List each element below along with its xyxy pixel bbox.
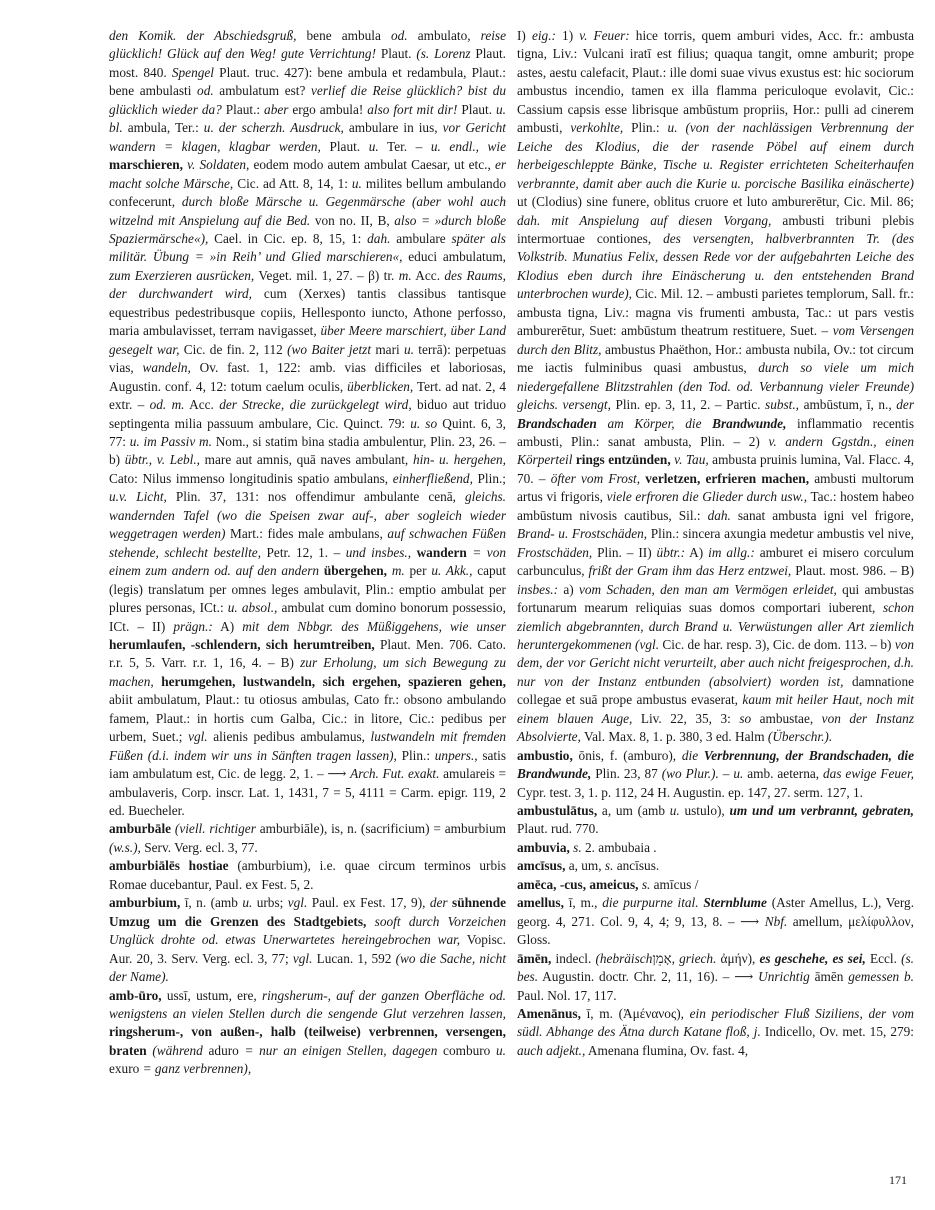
left-column: den Komik. der Abschiedsgruß, bene ambula od. ambulato, reise glücklich! Glück auf den Weg! gute Verrichtung! Plaut. (s. Lorenz Plaut. most. 840. Spengel Plaut. truc. 427): bene ambula et redambula, Plaut.: bene ambulasti od. ambulatum est? verlief die Reise glücklich? bist du glücklich wieder da? Plaut.: aber ergo ambula! also fort mit dir! Plaut. u. bl. ambula, Ter.: u. der scherzh. Ausdruck, ambulare in ius, vor Gericht wandern = klagen, klagbar werden, Plaut. u. Ter. – u. endl., wie marschieren, v. Soldaten, eodem modo autem ambulat Caesar, ut etc., er macht solche Märsche, Cic. ad Att. 8, 14, 1: u. milites bellum ambulando confecerunt, durch bloße Märsche u. Gegenmärsche (aber wohl auch witzelnd mit Anspielung auf die Bed. von no. II, B, also = »durch bloße Spaziermärsche«), Cael. in Cic. ep. 8, 15, 1: dah. ambulare später als militär. Übung = »in Reih’ und Glied marschieren«, educi ambulatum, zum Exerzieren ausrücken, Veget. mil. 1, 27. – β) tr. m. Acc. des Raums, der durchwandert wird, cum (Xerxes) tantis classibus tantisque equestribus pedestribusque copiis, Hellesponto iuncto, Athone perfosso, maria ambulavisset, terram navigasset, über Meere marschiert, über Land gesegelt war, Cic. de fin. 2, 112 (wo Baiter jetzt mari u. terrā): perpetuas vias, wandeln, Ov. fast. 1, 122: amb. vias difficiles et laboriosas, Augustin. conf. 4, 12: totum caelum oculis, überblicken, Tert. ad nat. 2, 4 extr. – od. m. Acc. der Strecke, die zurückgelegt wird, biduo aut triduo septingenta milia passuum ambulare, Cic. Quinct. 79: u. so Quint. 6, 3, 77: u. im Passiv m. Nom., si statim bina stadia ambulentur, Plin. 23, 26. – b) übtr., v. Lebl., mare aut amnis, quā naves ambulant, hin- u. hergehen, Cato: Nilus immenso longitudinis spatio ambulans, einherfließend, Plin.; u.v. Licht, Plin. 37, 131: nos offendimur ambulante cenā, gleichs. wandernden Tafel (wo die Speisen zwar auf-, aber sogleich wieder weggetragen werden) Mart.: fides male ambulans, auf schwachen Füßen stehende, schlecht bestellte, Petr. 12, 1. – und insbes., wandern = von einem zum andern od. auf den andern übergehen, m. per u. Akk., caput (legis) translatum per omnes leges ambulavit, Plin.: emptio ambulat per plures personas, ICt.: u. absol., ambulat cum domino bonorum possessio, ICt. – II) prägn.: A) mit dem Nbbgr. des Müßiggehens, wie unser herumlaufen, -schlendern, sich herumtreiben, Plaut. Men. 706. Cato. r.r. 5, 5. Varr. r.r. 1, 16, 4. – B) zur Erholung, um sich Bewegung zu machen, herumgehen, lustwandeln, sich ergehen, spazieren gehen, abiit ambulatum, Plaut.: tu otiosus ambulas, Cato fr.: obsono ambulando famem, Plaut.: in hortis cum Galba, Cic.: in litore, Cic.: pedibus per urbem, Suet.; vgl. alienis pedibus ambulamus, lustwandeln mit fremden Füßen (d.i. indem wir uns in Sänften tragen lassen), Plin.: unpers., satis iam ambulatum est, Cic. de legg. 2, 1. – ⟶ Arch. Fut. exakt. amulareis = ambulaveris, Corp. inscr. Lat. 1, 1431, 7 = 5, 4111 = Carm. epigr. 119, 2 ed. Buecheler. amburbāle (viell. richtiger amburbiāle), is, n. (sacrificium) = amburbium (w.s.), Serv. Verg. ecl. 3, 77. amburbiālēs hostiae (amburbium), i.e. quae circum terminos urbis Romae ducebantur, Paul. ex Fest. 5, 2. amburbium, ī, n. (amb u. urbs; vgl. Paul. ex Fest. 17, 9), der sühnende Umzug um die Grenzen des Stadtgebiets, sooft durch Vorzeichen Unglück drohte od. etwas Unerwartetes hereingebrochen war, Vopisc. Aur. 20, 3. Serv. Verg. ecl. 3, 77; vgl. Lucan. 1, 592 (wo die Sache, nicht der Name). amb-ūro, ussī, ustum, ere, ringsherum-, auf der ganzen Oberfläche od. wenigstens an vielen Stellen durch die sengende Glut verzehren lassen, ringsherum-, von außen-, halb (teilweise) verbrennen, versengen, braten (während aduro = nur an einigen Stellen, dagegen comburo u. exuro = ganz verbrennen), [109,28,507,1077]
right-column: I) eig.: 1) v. Feuer: hice torris, quem amburi vides, Acc. fr.: ambusta tigna, Liv.: Vulcani iratī est filius; quaqua tangit, omne amburit; prope astes, aestu calefacit, Plaut.: ille domi suae vivus exustus est: hic sociorum ambustus incendio, tamen ex illa flamma periculoque evolavit, Cic.: Cassium capsis esse librisque ambūstum propriis, Hor.: pulli ad cinerem ambusti, verkohlte, Plin.: u. (von der nachlässigen Verbrennung der Leiche des Klodius, die der rasende Pöbel auf einem durch herbeigeschleppte Bänke, Tische u. Register errichteten Scheiterhaufen verbrannte, damit aber auch die Kurie u. porcische Basilika einäscherte) ut (Clodius) sine funere, oblitus cruore et luto amburerētur, Cic. Mil. 86; dah. mit Anspielung auf diesen Vorgang, ambusti tribuni plebis intermortuae contiones, des versengten, halbverbrannten Tr. (des Volkstrib. Munatius Felix, dessen Rede vor der aufgebahrten Leiche des Klodius eben durch ihre Einäscherung u. den entstehenden Brand unterbrochen wurde), Cic. Mil. 12. – ambusti parietes templorum, Sall. fr.: ambusta tigna, Liv.: magna vis frumenti ambusta, Tac.: ut pars vestis amburerētur, Suet: ambūstum theatrum restituere, Suet. – vom Versengen durch den Blitz, ambustus Phaëthon, Hor.: ambusta nubila, Ov.: tot circum me iactis fulminibus quasi ambustus, durch so viele um mich niedergefallene Blitzstrahlen (den Tod. od. Verbannung vieler Freunde) gleichs. versengt, Plin. ep. 3, 11, 2. – Partic. subst., ambūstum, ī, n., der Brandschaden am Körper, die Brandwunde, inflammatio recentis ambusti, Plin.: sanat ambusta, Plin. – 2) v. andern Ggstdn., einen Körperteil rings entzünden, v. Tau, ambusta pruinis lumina, Val. Flacc. 4, 70. – öfter vom Frost, verletzen, erfrieren machen, ambusti multorum artus vi frigoris, viele erfroren die Glieder durch usw., Tac.: hostem habeo ambūstum nivosis cautibus, Sil.: dah. sanat ambusta igni vel frigore, Brand- u. Frostschäden, Plin.: sincera axungia medetur ambustis vel nive, Frostschäden, Plin. – II) übtr.: A) im allg.: amburet ei misero corculum carbunculus, frißt der Gram ihm das Herz entzwei, Plaut. most. 986. – B) insbes.: a) vom Schaden, den man am Vermögen erleidet, qui ambustas fortunarum mearum reliquias suas domos comportari iuberent, schon ziemlich abgebrannten, durch Brand u. Verwüstungen aller Art ziemlich heruntergekommenen (vgl. Cic. de har. resp. 3), Cic. de dom. 113. – b) von dem, der vor Gericht nicht verurteilt, aber auch nicht freigesprochen, d.h. nur von der Instanz entbunden (absolviert) worden ist, damnatione collegae et suā prope ambustus evaserat, kaum mit heiler Haut, noch mit einem blauen Auge, Liv. 22, 35, 3: so ambustae, von der Instanz Absolvierte, Val. Max. 8, 1. p. 380, 3 ed. Halm (Überschr.). ambustio, ōnis, f. (amburo), die Verbrennung, der Brandschaden, die Brandwunde, Plin. 23, 87 (wo Plur.). – u. amb. aeterna, das ewige Feuer, Cypr. test. 3, 1. p. 112, 24 H. Augustin. ep. 147, 27. serm. 127, 1. ambustulātus, a, um (amb u. ustulo), um und um verbrannt, gebraten, Plaut. rud. 770. ambuvia, s. 2. ambubaia . amcīsus, a, um, s. ancīsus. amēca, -cus, ameicus, s. amīcus / amellus, ī, m., die purpurne ital. Sternblume (Aster Amellus, L.), Verg. georg. 4, 271. Col. 9, 4, 4; 9, 13, 8. – ⟶ Nbf. amellum, μελίφυλλον, Gloss. āmēn, indecl. (hebräischאָמֵן, griech. ἀμήν), es geschehe, es sei, Eccl. (s. bes. Augustin. doctr. Chr. 2, 11, 16). – ⟶ Unrichtig āmēn gemessen b. Paul. Nol. 17, 117. Amenānus, ī, m. (Ἀμένανος), ein periodischer Fluß Siziliens, der vom südl. Abhange des Ätna durch Katane floß, j. Indicello, Ov. met. 15, 279: auch adjekt., Amenana flumina, Ov. fast. 4, [517,28,915,1058]
page-number: 171 [889,1173,907,1187]
